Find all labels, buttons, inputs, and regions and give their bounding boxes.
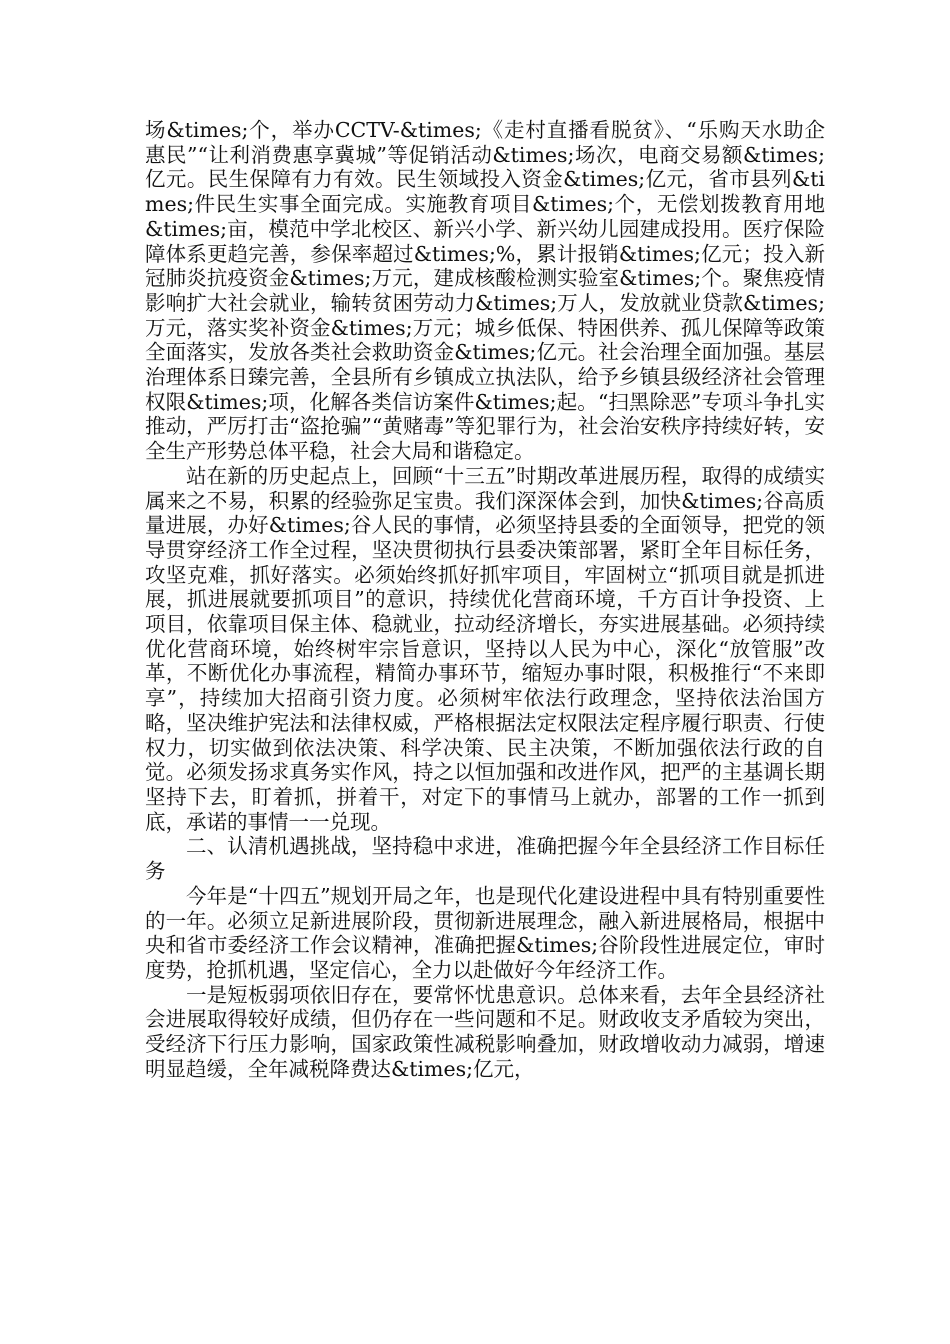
- paragraph-this-year: 今年是“十四五”规划开局之年，也是现代化建设进程中具有特别重要性的一年。必须立足新进展阶段，贯彻新进展理念，融入新进展格局，根据中央和省市委经济工作会议精神，准确把握&times;谷阶段性进展定位，审时度势，抢抓机遇，坚定信心，全力以赴做好今年经济工作。: [145, 883, 825, 982]
- paragraph-shortcomings: 一是短板弱项依旧存在，要常怀忧患意识。总体来看，去年全县经济社会进展取得较好成绩，但仍存在一些问题和不足。财政收支矛盾较为突出，受经济下行压力影响，国家政策性减税影响叠加，财政增收动力减弱，增速明显趋缓，全年减税降费达&times;亿元，: [145, 982, 825, 1081]
- section-heading: 二、认清机遇挑战，坚持稳中求进，准确把握今年全县经济工作目标任务: [145, 834, 825, 884]
- paragraph-experience: 站在新的历史起点上，回顾“十三五”时期改革进展历程，取得的成绩实属来之不易，积累的经验弥足宝贵。我们深深体会到，加快&times;谷高质量进展，办好&times;谷人民的事情，必须坚持县委的全面领导，把党的领导贯穿经济工作全过程，坚决贯彻执行县委决策部署，紧盯全年目标任务，攻坚克难，抓好落实。必须始终抓好抓牢项目，牢固树立“抓项目就是抓进展，抓进展就要抓项目”的意识，持续优化营商环境，千方百计争投资、上项目，依靠项目保主体、稳就业，拉动经济增长，夯实进展基础。必须持续优化营商环境，始终树牢宗旨意识，坚持以人民为中心，深化“放管服”改革，不断优化办事流程，精简办事环节，缩短办事时限，积极推行“不来即享”，持续加大招商引资力度。必须树牢依法行政理念，坚持依法治国方略，坚决维护宪法和法律权威，严格根据法定权限法定程序履行职责、行使权力，切实做到依法决策、科学决策、民主决策，不断加强依法行政的自觉。必须发扬求真务实作风，持之以恒加强和改进作风，把严的主基调长期坚持下去，盯着抓，拼着干，对定下的事情马上就办，部署的工作一抓到底，承诺的事情一一兑现。: [145, 463, 825, 834]
- document-body: [145, 118, 825, 1081]
- paragraph-achievements: 场&times;个，举办CCTV-&times;《走村直播看脱贫》、“乐购天水助企惠民”“让利消费惠享冀城”等促销活动&times;场次，电商交易额&times;亿元。民生保障有力有效。民生领域投入资金&times;亿元，省市县列&times;件民生实事全面完成。实施教育项目&times;个，无偿划拨教育用地&times;亩，模范中学北校区、新兴小学、新兴幼儿园建成投用。医疗保险障体系更趋完善，参保率超过&times;%，累计报销&times;亿元；投入新冠肺炎抗疫资金&times;万元，建成核酸检测实验室&times;个。聚焦疫情影响扩大社会就业，输转贫困劳动力&times;万人，发放就业贷款&times;万元，落实奖补资金&times;万元；城乡低保、特困供养、孤儿保障等政策全面落实，发放各类社会救助资金&times;亿元。社会治理全面加强。基层治理体系日臻完善，全县所有乡镇成立执法队，给予乡镇县级经济社会管理权限&times;项，化解各类信访案件&times;起。“扫黑除恶”专项斗争扎实推动，严厉打击“盗抢骗”“黄赌毒”等犯罪行为，社会治安秩序持续好转，安全生产形势总体平稳，社会大局和谐稳定。: [145, 118, 825, 464]
